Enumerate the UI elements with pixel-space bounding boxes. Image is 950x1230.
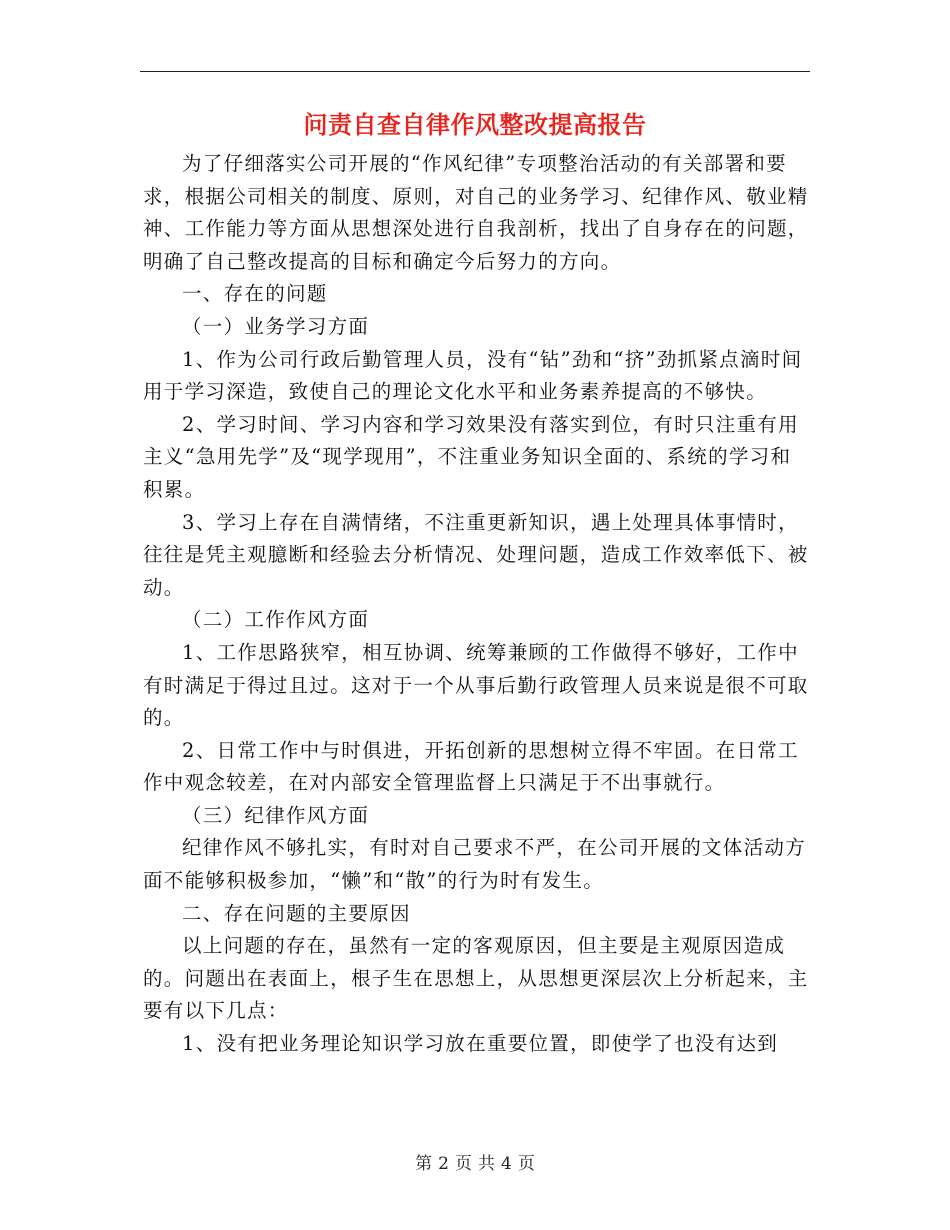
document-body xyxy=(143,148,809,1061)
page-footer xyxy=(0,1152,950,1176)
paragraph-work-item-1: 1、工作思路狭窄，相互协调、统筹兼顾的工作做得不够好，工作中有时满足于得过且过。这对于一个从事后勤行政管理人员来说是很不可取的。 xyxy=(143,640,809,730)
paragraph-study-item-3: 3、学习上存在自满情绪，不注重更新知识，遇上处理具体事情时，往往是凭主观臆断和经验去分析情况、处理问题，造成工作效率低下、被动。 xyxy=(143,510,809,599)
paragraph-study-item-2: 2、学习时间、学习内容和学习效果没有落实到位，有时只注重有用主义“急用先学”及“现学现用”，不注重业务知识全面的、系统的学习和积累。 xyxy=(143,412,799,501)
paragraph-study-item-1: 1、作为公司行政后勤管理人员，没有“钻”劲和“挤”劲抓紧点滴时间用于学习深造，致使自己的理论文化水平和业务素养提高的不够快。 xyxy=(143,347,803,404)
document-title: 问责自查自律作风整改提高报告 xyxy=(303,110,647,139)
subheading-business-study: （一）业务学习方面 xyxy=(182,314,370,338)
footer-current-page: 2 xyxy=(438,1154,449,1174)
paragraph-causes-intro: 以上问题的存在，虽然有一定的客观原因，但主要是主观原因造成的。问题出在表面上，根子生在思想上，从思想更深层次上分析起来，主要有以下几点： xyxy=(143,934,809,1023)
paragraph-causes-item-1: 1、没有把业务理论知识学习放在重要位置，即使学了也没有达到 xyxy=(182,1032,779,1056)
footer-total-unit: 页 xyxy=(517,1154,535,1174)
footer-total-label: 共 xyxy=(478,1154,495,1174)
paragraph-work-item-2: 2、日常工作中与时俱进，开拓创新的思想树立得不牢固。在日常工作中观念较差，在对内部安全管理监督上只满足于不出事就行。 xyxy=(143,738,799,795)
paragraph-discipline: 纪律作风不够扎实，有时对自己要求不严，在公司开展的文体活动方面不能够积极参加，“懒”和“散”的行为时有发生。 xyxy=(143,836,807,893)
section-heading-problems: 一、存在的问题 xyxy=(182,282,328,306)
footer-page-prefix: 第 xyxy=(415,1154,433,1174)
footer-page-unit: 页 xyxy=(455,1154,472,1174)
section-heading-causes: 二、存在问题的主要原因 xyxy=(182,901,411,925)
footer-total-pages: 4 xyxy=(501,1154,512,1174)
subheading-discipline: （三）纪律作风方面 xyxy=(182,803,370,827)
header-rule xyxy=(140,71,810,72)
subheading-work-style: （二）工作作风方面 xyxy=(182,608,370,632)
intro-paragraph: 为了仔细落实公司开展的“作风纪律”专项整治活动的有关部署和要求，根据公司相关的制度、原则，对自己的业务学习、纪律作风、敬业精神、工作能力等方面从思想深处进行自我剖析，找出了自身存在的问题，明确了自己整改提高的目标和确定今后努力的方向。 xyxy=(143,152,809,273)
